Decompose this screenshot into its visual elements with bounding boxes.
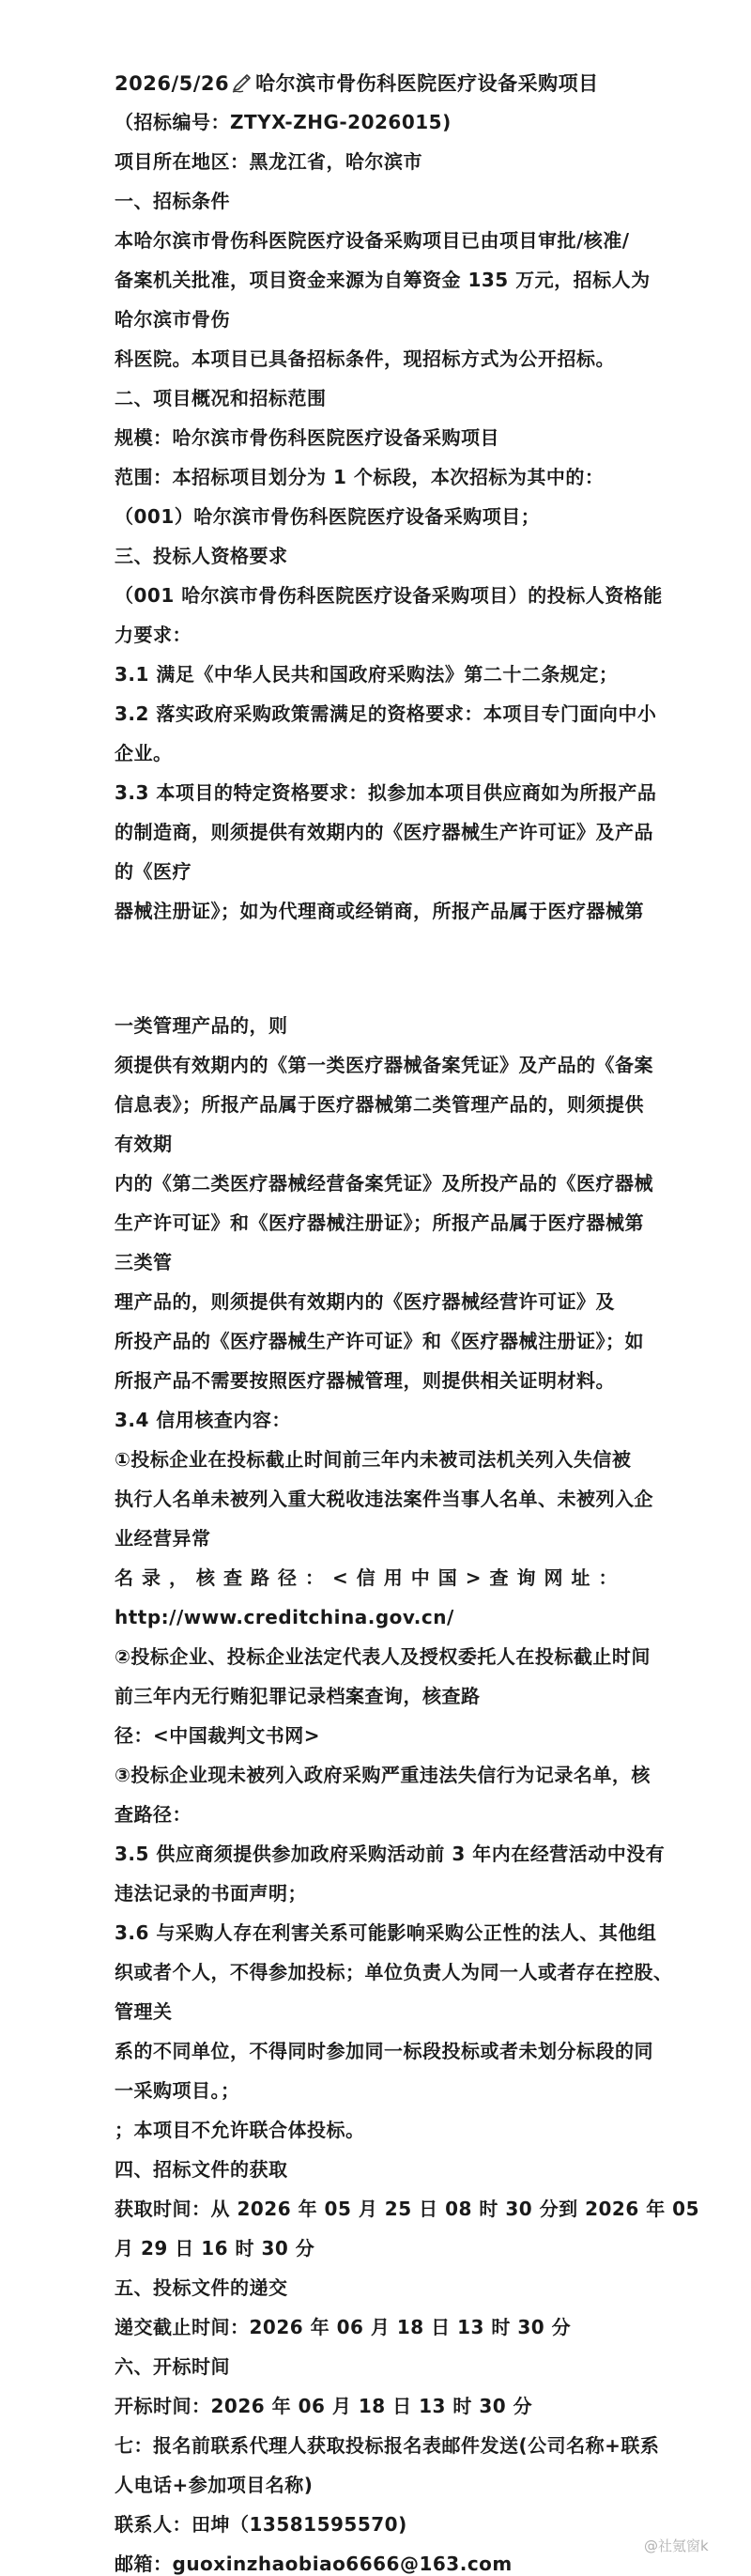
paragraph-line: 月 29 日 16 时 30 分 (115, 2237, 315, 2260)
paragraph-line: 力要求： (115, 624, 192, 646)
section-heading-2: 二、项目概况和招标范围 (115, 387, 327, 409)
paragraph-line: 开标时间：2026 年 06 月 18 日 13 时 30 分 (115, 2395, 533, 2417)
paragraph-line: 器械注册证》；如为代理商或经销商，所报产品属于医疗器械第 (115, 900, 644, 922)
paragraph-line: 系的不同单位，不得同时参加同一标段投标或者未划分标段的同 (115, 2040, 653, 2062)
watermark: @社氪窗k (644, 2537, 709, 2554)
paragraph-line: 科医院。本项目已具备招标条件，现招标方式为公开招标。 (115, 347, 615, 370)
contact-email: 邮箱：guoxinzhaobiao6666@163.com (115, 2553, 513, 2575)
section-heading-6: 六、开标时间 (115, 2355, 230, 2378)
section-heading-3: 三、投标人资格要求 (115, 545, 288, 567)
paragraph-line: 哈尔滨市骨伤 (115, 308, 230, 331)
paragraph-line: （001 哈尔滨市骨伤科医院医疗设备采购项目）的投标人资格能 (115, 584, 663, 607)
project-region: 项目所在地区：黑龙江省，哈尔滨市 (115, 150, 422, 173)
paragraph-line: 递交截止时间：2026 年 06 月 18 日 13 时 30 分 (115, 2316, 572, 2338)
paragraph-line: 内的《第二类医疗器械经营备案凭证》及所投产品的《医疗器械 (115, 1172, 653, 1195)
paragraph-line: 七：报名前联系代理人获取投标报名表邮件发送(公司名称+联系 (115, 2434, 660, 2457)
paragraph-line: 径：<中国裁判文书网> (115, 1724, 321, 1747)
paragraph-line: 人电话+参加项目名称) (115, 2474, 314, 2496)
paragraph-line: ②投标企业、投标企业法定代表人及授权委托人在投标截止时间 (115, 1645, 651, 1668)
paragraph-line: 管理关 (115, 2000, 173, 2023)
paragraph-line: （001）哈尔滨市骨伤科医院医疗设备采购项目； (115, 505, 541, 528)
paragraph-line: ①投标企业在投标截止时间前三年内未被司法机关列入失信被 (115, 1448, 632, 1471)
title-text: 哈尔滨市骨伤科医院医疗设备采购项目 (255, 72, 599, 95)
paragraph-line: 查路径： (115, 1803, 192, 1826)
paragraph-line: 须提供有效期内的《第一类医疗器械备案凭证》及产品的《备案 (115, 1054, 653, 1076)
paragraph-line: 所投产品的《医疗器械生产许可证》和《医疗器械注册证》；如 (115, 1330, 644, 1352)
paragraph-line: ③投标企业现未被列入政府采购严重违法失信行为记录名单，核 (115, 1764, 651, 1786)
paragraph-line: 范围：本招标项目划分为 1 个标段，本次招标为其中的： (115, 466, 605, 488)
paragraph-line: 的制造商，则须提供有效期内的《医疗器械生产许可证》及产品 (115, 821, 653, 843)
paragraph-line: 备案机关批准，项目资金来源为自筹资金 135 万元，招标人为 (115, 269, 651, 291)
pencil-writing-icon (231, 72, 253, 93)
section-heading-1: 一、招标条件 (115, 190, 230, 212)
paragraph-line: ；本项目不允许联合体投标。 (115, 2119, 365, 2141)
creditchina-url: http://www.creditchina.gov.cn/ (115, 1606, 454, 1628)
paragraph-line: 名录，核查路径：<信用中国>查询网址： (115, 1566, 626, 1589)
tender-number: （招标编号：ZTYX-ZHG-2026015) (115, 111, 452, 133)
paragraph-line: 前三年内无行贿犯罪记录档案查询，核查路 (115, 1685, 481, 1707)
contact-person: 联系人：田坤（13581595570) (115, 2513, 407, 2536)
paragraph-line: 一采购项目。； (115, 2079, 240, 2102)
paragraph-line: 三类管 (115, 1251, 173, 1273)
paragraph-line: 信息表》；所报产品属于医疗器械第二类管理产品的，则须提供 (115, 1093, 644, 1116)
paragraph-line: 3.2 落实政府采购政策需满足的资格要求：本项目专门面向中小 (115, 702, 657, 725)
paragraph-line: 企业。 (115, 742, 173, 764)
document-title (115, 71, 599, 96)
paragraph-line: 获取时间：从 2026 年 05 月 25 日 08 时 30 分到 2026 年 05 (115, 2198, 700, 2220)
paragraph-line: 规模：哈尔滨市骨伤科医院医疗设备采购项目 (115, 426, 499, 449)
paragraph-line: 生产许可证》和《医疗器械注册证》；所报产品属于医疗器械第 (115, 1211, 644, 1234)
paragraph-line: 理产品的，则须提供有效期内的《医疗器械经营许可证》及 (115, 1290, 615, 1313)
paragraph-line: 所报产品不需要按照医疗器械管理，则提供相关证明材料。 (115, 1369, 615, 1392)
paragraph-line: 3.4 信用核查内容： (115, 1409, 291, 1431)
paragraph-line: 3.1 满足《中华人民共和国政府采购法》第二十二条规定； (115, 663, 619, 686)
paragraph-line: 3.3 本项目的特定资格要求：拟参加本项目供应商如为所报产品 (115, 781, 657, 804)
paragraph-line: 3.6 与采购人存在利害关系可能影响采购公正性的法人、其他组 (115, 1921, 657, 1944)
title-date: 2026/5/26 (115, 72, 230, 95)
paragraph-line: 织或者个人，不得参加投标；单位负责人为同一人或者存在控股、 (115, 1961, 673, 1983)
section-heading-4: 四、招标文件的获取 (115, 2158, 288, 2181)
paragraph-line: 违法记录的书面声明； (115, 1882, 307, 1905)
paragraph-line: 一类管理产品的，则 (115, 1014, 288, 1037)
paragraph-line: 3.5 供应商须提供参加政府采购活动前 3 年内在经营活动中没有 (115, 1843, 666, 1865)
paragraph-line: 的《医疗 (115, 860, 192, 883)
paragraph-line: 执行人名单未被列入重大税收违法案件当事人名单、未被列入企 (115, 1488, 653, 1510)
paragraph-line: 有效期 (115, 1133, 173, 1155)
section-heading-5: 五、投标文件的递交 (115, 2276, 288, 2299)
paragraph-line: 业经营异常 (115, 1527, 211, 1550)
paragraph-line: 本哈尔滨市骨伤科医院医疗设备采购项目已由项目审批/核准/ (115, 229, 630, 252)
